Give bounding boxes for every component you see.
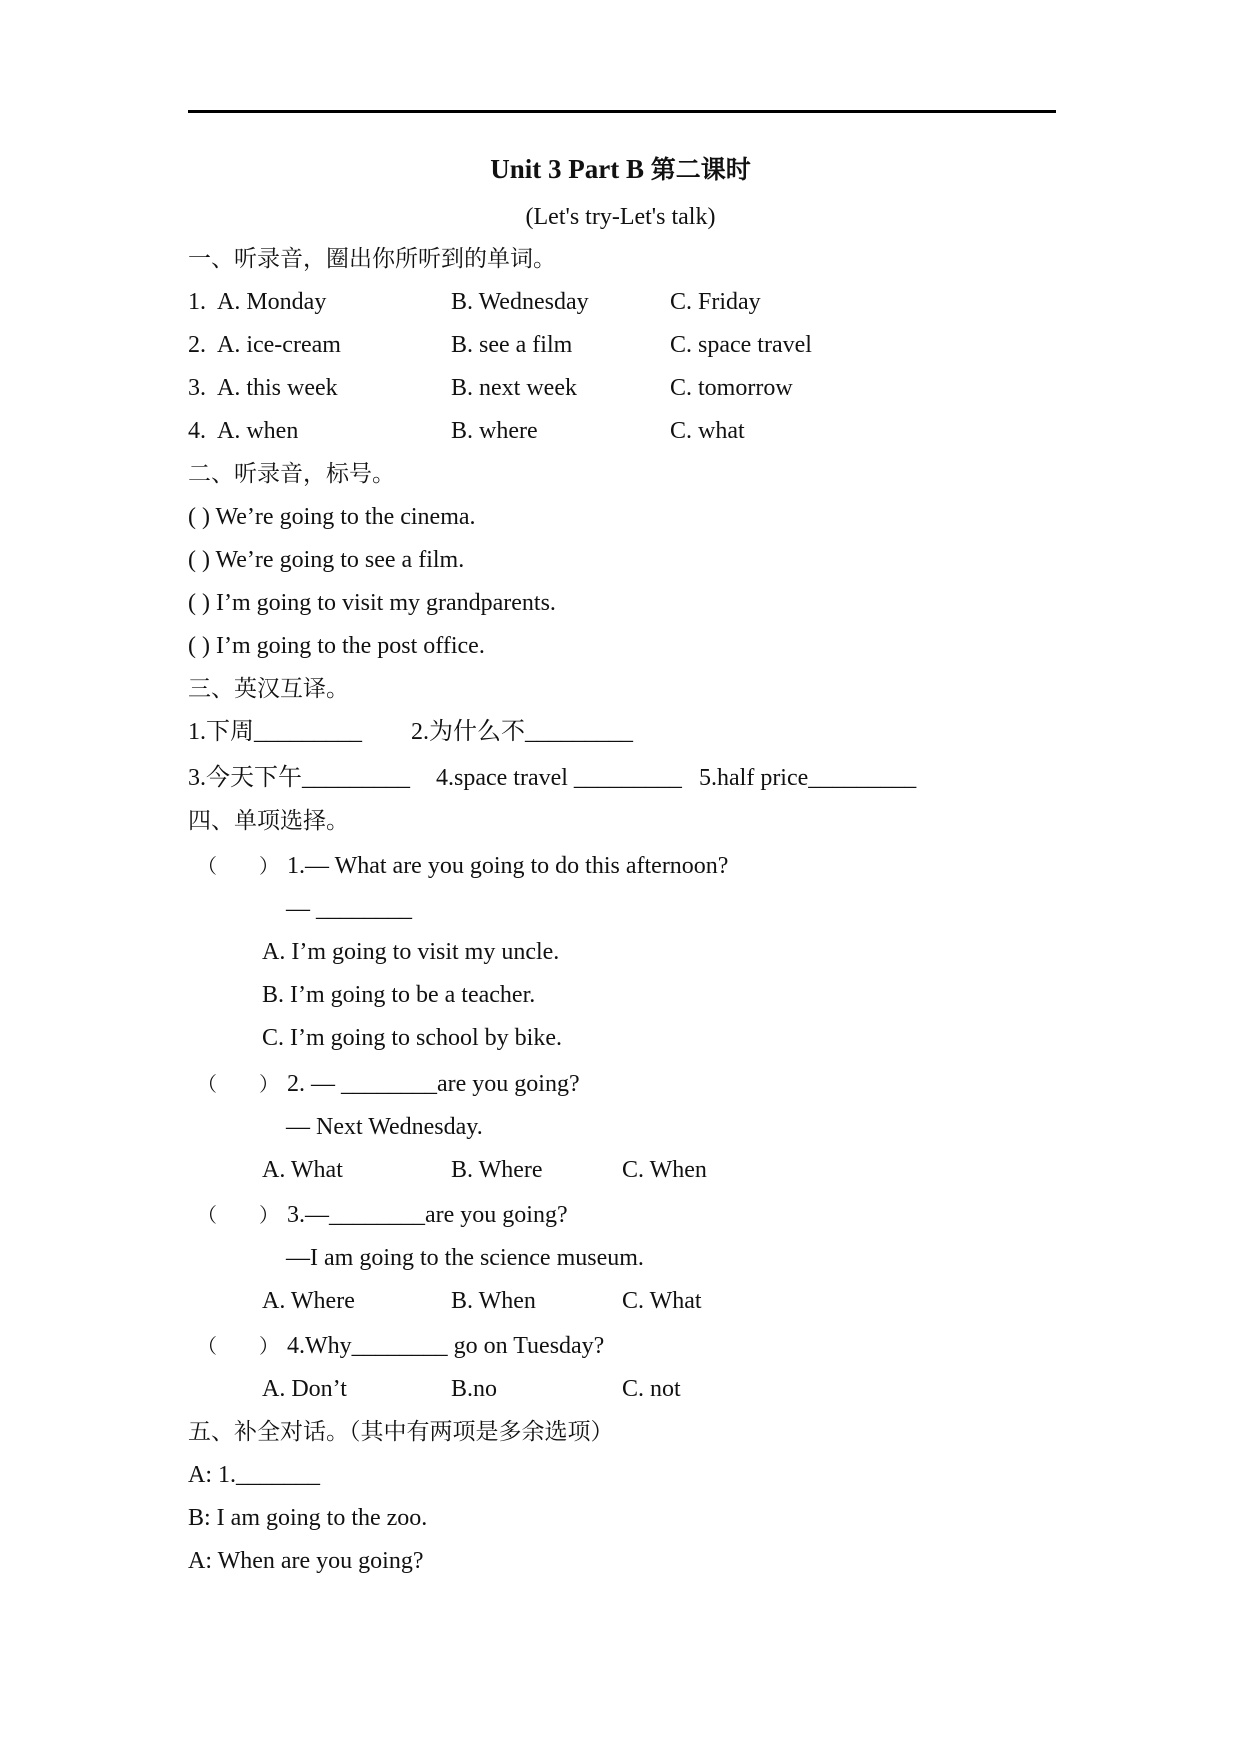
s1-row-4-b: B. where	[451, 418, 538, 444]
s1-row-4-num: 4.	[188, 418, 206, 444]
section-1-heading: 一、听录音，圈出你所听到的单词。	[188, 246, 556, 272]
page-title	[0, 152, 1241, 187]
header-rule	[188, 110, 1056, 113]
s1-row-3-num: 3.	[188, 375, 206, 401]
q3-paren-close: ）	[259, 1203, 279, 1227]
title-en: Unit 3 Part B	[490, 154, 644, 184]
q2-option-b: B. Where	[451, 1157, 543, 1183]
q3-paren-open: （	[197, 1203, 217, 1227]
s5-line-2: B: I am going to the zoo.	[188, 1505, 428, 1531]
s5-line-3: A: When are you going?	[188, 1548, 424, 1574]
q3-answer: —I am going to the science museum.	[286, 1245, 644, 1271]
q1-option-c: C. I’m going to school by bike.	[262, 1025, 562, 1051]
q3-question: 3.—________are you going?	[287, 1202, 568, 1228]
title-zh: 第二课时	[650, 155, 751, 184]
q2-option-c: C. When	[622, 1157, 707, 1183]
s1-row-2-c: C. space travel	[670, 332, 812, 358]
q4-question: 4.Why________ go on Tuesday?	[287, 1333, 605, 1359]
q4-paren-open: （	[197, 1334, 217, 1358]
q3-option-c: C. What	[622, 1288, 702, 1314]
q2-paren-close: ）	[259, 1072, 279, 1096]
s1-row-2-a: A. ice-cream	[217, 332, 341, 358]
s1-row-4-c: C. what	[670, 418, 745, 444]
section-4-heading: 四、单项选择。	[188, 808, 349, 834]
q4-option-b: B.no	[451, 1376, 498, 1402]
q1-question: 1.— What are you going to do this afternoon?	[287, 853, 729, 879]
q2-question: 2. — ________are you going?	[287, 1071, 580, 1097]
s2-item-1: ( ) We’re going to the cinema.	[188, 504, 476, 530]
s1-row-1-b: B. Wednesday	[451, 289, 589, 315]
q2-paren-open: （	[197, 1072, 217, 1096]
q4-option-c: C. not	[622, 1376, 681, 1402]
s1-row-3-a: A. this week	[217, 375, 338, 401]
s1-row-1-a: A. Monday	[217, 289, 327, 315]
section-2-heading: 二、听录音，标号。	[188, 461, 395, 487]
s1-row-2-num: 2.	[188, 332, 206, 358]
s3-item-4: 4.space travel _________	[436, 765, 682, 791]
s5-line-1: A: 1._______	[188, 1462, 320, 1488]
s1-row-3-b: B. next week	[451, 375, 577, 401]
s1-row-4-a: A. when	[217, 418, 299, 444]
q1-option-a: A. I’m going to visit my uncle.	[262, 939, 560, 965]
q1-option-b: B. I’m going to be a teacher.	[262, 982, 536, 1008]
section-5-heading: 五、补全对话。（其中有两项是多余选项）	[188, 1419, 614, 1445]
q2-option-a: A. What	[262, 1157, 343, 1183]
q3-option-a: A. Where	[262, 1288, 355, 1314]
section-3-heading: 三、英汉互译。	[188, 676, 349, 702]
q4-option-a: A. Don’t	[262, 1376, 347, 1402]
q1-paren-open: （	[197, 854, 217, 878]
s3-item-5: 5.half price_________	[699, 765, 917, 791]
s1-row-1-num: 1.	[188, 289, 206, 315]
s2-item-3: ( ) I’m going to visit my grandparents.	[188, 590, 556, 616]
s3-item-3: 3.今天下午_________	[188, 765, 410, 791]
s3-item-2: 2.为什么不_________	[411, 719, 633, 745]
s1-row-3-c: C. tomorrow	[670, 375, 793, 401]
q1-paren-close: ）	[259, 854, 279, 878]
s1-row-2-b: B. see a film	[451, 332, 573, 358]
s1-row-1-c: C. Friday	[670, 289, 761, 315]
q4-paren-close: ）	[259, 1334, 279, 1358]
page-subtitle: (Let's try-Let's talk)	[525, 204, 716, 230]
s2-item-4: ( ) I’m going to the post office.	[188, 633, 485, 659]
s2-item-2: ( ) We’re going to see a film.	[188, 547, 465, 573]
q2-answer: — Next Wednesday.	[286, 1114, 483, 1140]
q1-answer-blank: — ________	[286, 896, 412, 922]
s3-item-1: 1.下周_________	[188, 719, 362, 745]
q3-option-b: B. When	[451, 1288, 536, 1314]
